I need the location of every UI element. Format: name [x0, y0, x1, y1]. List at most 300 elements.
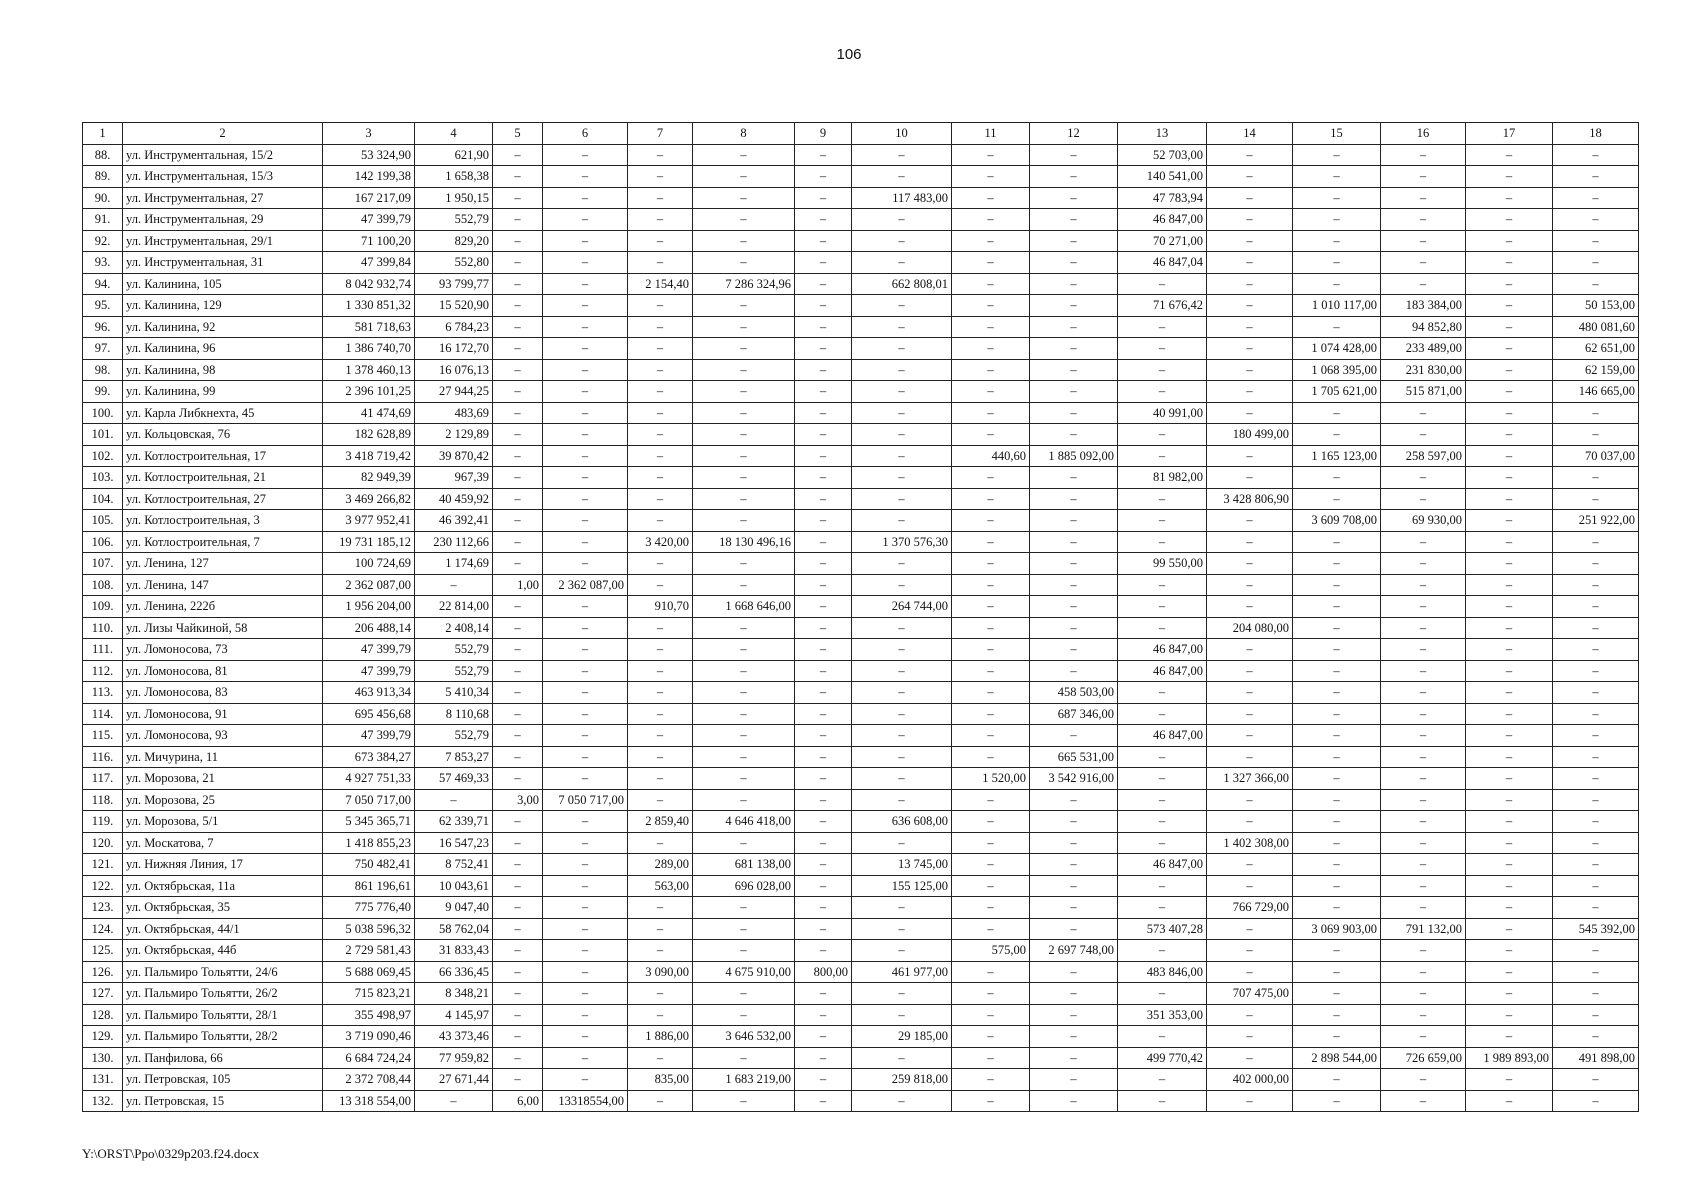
value-cell: 251 922,00: [1553, 510, 1639, 532]
value-cell: 351 353,00: [1118, 1004, 1207, 1026]
value-cell: –: [1118, 424, 1207, 446]
value-cell: –: [795, 359, 852, 381]
column-number-cell: 8: [693, 123, 795, 145]
value-cell: –: [493, 209, 543, 231]
address-cell: ул. Панфилова, 66: [123, 1047, 323, 1069]
value-cell: 182 628,89: [323, 424, 415, 446]
row-number-cell: 128.: [83, 1004, 123, 1026]
value-cell: –: [1466, 961, 1553, 983]
value-cell: –: [628, 639, 693, 661]
value-cell: –: [1553, 187, 1639, 209]
row-number-cell: 91.: [83, 209, 123, 231]
value-cell: 62 651,00: [1553, 338, 1639, 360]
value-cell: 70 271,00: [1118, 230, 1207, 252]
value-cell: –: [1293, 531, 1381, 553]
value-cell: –: [1553, 940, 1639, 962]
value-cell: –: [693, 940, 795, 962]
value-cell: –: [852, 1047, 952, 1069]
value-cell: 206 488,14: [323, 617, 415, 639]
value-cell: –: [1466, 553, 1553, 575]
table-row: [83, 574, 1639, 596]
value-cell: 46 392,41: [415, 510, 493, 532]
value-cell: –: [952, 596, 1030, 618]
value-cell: –: [1207, 1004, 1293, 1026]
row-number-cell: 95.: [83, 295, 123, 317]
value-cell: –: [1118, 746, 1207, 768]
value-cell: –: [493, 703, 543, 725]
value-cell: –: [1030, 639, 1118, 661]
table-row: [83, 402, 1639, 424]
value-cell: –: [1207, 510, 1293, 532]
value-cell: –: [1466, 1069, 1553, 1091]
value-cell: –: [795, 1090, 852, 1112]
value-cell: 180 499,00: [1207, 424, 1293, 446]
row-number-cell: 119.: [83, 811, 123, 833]
value-cell: –: [693, 918, 795, 940]
value-cell: 552,79: [415, 660, 493, 682]
value-cell: –: [1207, 875, 1293, 897]
value-cell: 69 930,00: [1381, 510, 1466, 532]
value-cell: 766 729,00: [1207, 897, 1293, 919]
value-cell: –: [795, 424, 852, 446]
value-cell: 264 744,00: [852, 596, 952, 618]
value-cell: –: [493, 983, 543, 1005]
value-cell: –: [1553, 553, 1639, 575]
address-cell: ул. Октябрьская, 11а: [123, 875, 323, 897]
value-cell: –: [852, 574, 952, 596]
value-cell: –: [1553, 660, 1639, 682]
value-cell: –: [1030, 381, 1118, 403]
value-cell: 258 597,00: [1381, 445, 1466, 467]
value-cell: –: [628, 144, 693, 166]
address-cell: ул. Кольцовская, 76: [123, 424, 323, 446]
value-cell: –: [1118, 811, 1207, 833]
address-cell: ул. Ленина, 222б: [123, 596, 323, 618]
value-cell: –: [543, 617, 628, 639]
value-cell: 204 080,00: [1207, 617, 1293, 639]
value-cell: –: [693, 983, 795, 1005]
value-cell: –: [493, 445, 543, 467]
value-cell: –: [1293, 703, 1381, 725]
value-cell: –: [1293, 596, 1381, 618]
value-cell: –: [852, 424, 952, 446]
row-number-cell: 107.: [83, 553, 123, 575]
value-cell: –: [1207, 574, 1293, 596]
value-cell: –: [1118, 273, 1207, 295]
value-cell: 2 898 544,00: [1293, 1047, 1381, 1069]
value-cell: –: [493, 230, 543, 252]
address-cell: ул. Пальмиро Тольятти, 24/6: [123, 961, 323, 983]
value-cell: 99 550,00: [1118, 553, 1207, 575]
address-cell: ул. Инструментальная, 15/2: [123, 144, 323, 166]
value-cell: –: [1207, 209, 1293, 231]
value-cell: –: [1466, 918, 1553, 940]
value-cell: 726 659,00: [1381, 1047, 1466, 1069]
value-cell: –: [543, 768, 628, 790]
value-cell: 231 830,00: [1381, 359, 1466, 381]
value-cell: –: [1293, 961, 1381, 983]
value-cell: –: [628, 617, 693, 639]
value-cell: –: [493, 617, 543, 639]
value-cell: –: [493, 166, 543, 188]
value-cell: 791 132,00: [1381, 918, 1466, 940]
value-cell: –: [1293, 488, 1381, 510]
value-cell: 3 469 266,82: [323, 488, 415, 510]
value-cell: –: [1293, 811, 1381, 833]
value-cell: –: [1293, 553, 1381, 575]
value-cell: 4 145,97: [415, 1004, 493, 1026]
value-cell: –: [1381, 1026, 1466, 1048]
column-number-cell: 13: [1118, 123, 1207, 145]
value-cell: 66 336,45: [415, 961, 493, 983]
value-cell: –: [543, 832, 628, 854]
value-cell: –: [952, 531, 1030, 553]
value-cell: –: [543, 1069, 628, 1091]
value-cell: –: [1030, 510, 1118, 532]
address-cell: ул. Пальмиро Тольятти, 28/1: [123, 1004, 323, 1026]
value-cell: –: [1466, 316, 1553, 338]
value-cell: –: [1553, 467, 1639, 489]
value-cell: –: [952, 1047, 1030, 1069]
value-cell: 46 847,00: [1118, 725, 1207, 747]
value-cell: –: [1466, 144, 1553, 166]
value-cell: –: [628, 768, 693, 790]
value-cell: 687 346,00: [1030, 703, 1118, 725]
value-cell: –: [1293, 768, 1381, 790]
value-cell: –: [1466, 1004, 1553, 1026]
table-row: [83, 1047, 1639, 1069]
value-cell: –: [1207, 725, 1293, 747]
value-cell: 3 719 090,46: [323, 1026, 415, 1048]
value-cell: –: [852, 445, 952, 467]
value-cell: –: [1466, 295, 1553, 317]
value-cell: –: [693, 402, 795, 424]
value-cell: –: [628, 510, 693, 532]
value-cell: –: [1381, 1004, 1466, 1026]
value-cell: –: [543, 424, 628, 446]
value-cell: –: [1118, 789, 1207, 811]
value-cell: –: [1553, 703, 1639, 725]
value-cell: –: [952, 854, 1030, 876]
value-cell: –: [952, 1090, 1030, 1112]
value-cell: –: [493, 402, 543, 424]
value-cell: –: [1553, 746, 1639, 768]
value-cell: 5 345 365,71: [323, 811, 415, 833]
value-cell: –: [852, 897, 952, 919]
value-cell: 3,00: [493, 789, 543, 811]
value-cell: 1 989 893,00: [1466, 1047, 1553, 1069]
table-row: [83, 252, 1639, 274]
value-cell: –: [1553, 897, 1639, 919]
row-number-cell: 112.: [83, 660, 123, 682]
table-row: [83, 467, 1639, 489]
value-cell: 662 808,01: [852, 273, 952, 295]
value-cell: 1 074 428,00: [1293, 338, 1381, 360]
value-cell: –: [1553, 596, 1639, 618]
value-cell: –: [1381, 639, 1466, 661]
value-cell: 22 814,00: [415, 596, 493, 618]
value-cell: –: [1030, 166, 1118, 188]
value-cell: –: [1293, 875, 1381, 897]
value-cell: –: [493, 553, 543, 575]
address-cell: ул. Москатова, 7: [123, 832, 323, 854]
table-row: [83, 682, 1639, 704]
value-cell: 3 428 806,90: [1207, 488, 1293, 510]
value-cell: 2 129,89: [415, 424, 493, 446]
address-cell: ул. Инструментальная, 29/1: [123, 230, 323, 252]
value-cell: –: [952, 617, 1030, 639]
value-cell: –: [952, 897, 1030, 919]
value-cell: –: [628, 445, 693, 467]
column-number-cell: 9: [795, 123, 852, 145]
table-row: [83, 789, 1639, 811]
value-cell: –: [852, 381, 952, 403]
value-cell: –: [952, 381, 1030, 403]
value-cell: –: [1293, 725, 1381, 747]
value-cell: –: [1466, 875, 1553, 897]
value-cell: 621,90: [415, 144, 493, 166]
value-cell: –: [693, 316, 795, 338]
value-cell: –: [1030, 187, 1118, 209]
value-cell: –: [852, 639, 952, 661]
value-cell: –: [1118, 445, 1207, 467]
table-row: [83, 703, 1639, 725]
value-cell: –: [628, 424, 693, 446]
column-number-cell: 4: [415, 123, 493, 145]
value-cell: 1 370 576,30: [852, 531, 952, 553]
address-cell: ул. Ленина, 147: [123, 574, 323, 596]
value-cell: 499 770,42: [1118, 1047, 1207, 1069]
value-cell: –: [1466, 983, 1553, 1005]
value-cell: –: [1553, 682, 1639, 704]
value-cell: –: [1293, 424, 1381, 446]
value-cell: –: [693, 1004, 795, 1026]
value-cell: –: [543, 338, 628, 360]
value-cell: –: [952, 789, 1030, 811]
value-cell: 3 609 708,00: [1293, 510, 1381, 532]
value-cell: 480 081,60: [1553, 316, 1639, 338]
value-cell: –: [1466, 187, 1553, 209]
value-cell: 1 956 204,00: [323, 596, 415, 618]
value-cell: –: [1207, 918, 1293, 940]
value-cell: –: [952, 424, 1030, 446]
row-number-cell: 131.: [83, 1069, 123, 1091]
value-cell: –: [628, 983, 693, 1005]
row-number-cell: 125.: [83, 940, 123, 962]
value-cell: –: [852, 832, 952, 854]
value-cell: 581 718,63: [323, 316, 415, 338]
value-cell: –: [693, 252, 795, 274]
value-cell: –: [852, 983, 952, 1005]
value-cell: –: [1466, 402, 1553, 424]
value-cell: –: [1030, 660, 1118, 682]
value-cell: –: [1293, 682, 1381, 704]
value-cell: –: [1030, 252, 1118, 274]
value-cell: –: [952, 166, 1030, 188]
value-cell: –: [693, 703, 795, 725]
value-cell: –: [415, 574, 493, 596]
value-cell: 140 541,00: [1118, 166, 1207, 188]
address-cell: ул. Котлостроительная, 3: [123, 510, 323, 532]
value-cell: –: [543, 316, 628, 338]
value-cell: 259 818,00: [852, 1069, 952, 1091]
value-cell: 9 047,40: [415, 897, 493, 919]
value-cell: –: [1207, 144, 1293, 166]
value-cell: 62 159,00: [1553, 359, 1639, 381]
value-cell: 3 418 719,42: [323, 445, 415, 467]
value-cell: –: [795, 381, 852, 403]
value-cell: –: [952, 467, 1030, 489]
value-cell: –: [693, 510, 795, 532]
value-cell: 636 608,00: [852, 811, 952, 833]
value-cell: –: [493, 273, 543, 295]
value-cell: –: [1030, 1069, 1118, 1091]
value-cell: –: [795, 510, 852, 532]
value-cell: –: [1466, 338, 1553, 360]
value-cell: –: [1030, 273, 1118, 295]
value-cell: –: [1118, 1026, 1207, 1048]
value-cell: 233 489,00: [1381, 338, 1466, 360]
value-cell: –: [1381, 574, 1466, 596]
value-cell: 47 399,79: [323, 209, 415, 231]
value-cell: –: [543, 703, 628, 725]
value-cell: 71 100,20: [323, 230, 415, 252]
value-cell: –: [1381, 682, 1466, 704]
value-cell: 707 475,00: [1207, 983, 1293, 1005]
value-cell: –: [1381, 1069, 1466, 1091]
table-row: [83, 510, 1639, 532]
value-cell: –: [1207, 1026, 1293, 1048]
value-cell: –: [1381, 832, 1466, 854]
value-cell: 715 823,21: [323, 983, 415, 1005]
row-number-cell: 93.: [83, 252, 123, 274]
value-cell: –: [852, 789, 952, 811]
address-cell: ул. Октябрьская, 35: [123, 897, 323, 919]
value-cell: 3 542 916,00: [1030, 768, 1118, 790]
value-cell: –: [493, 725, 543, 747]
value-cell: –: [543, 854, 628, 876]
value-cell: –: [1553, 983, 1639, 1005]
column-number-row: [83, 123, 1639, 145]
value-cell: –: [1207, 854, 1293, 876]
value-cell: –: [628, 467, 693, 489]
value-cell: –: [1553, 574, 1639, 596]
address-cell: ул. Морозова, 25: [123, 789, 323, 811]
value-cell: –: [543, 445, 628, 467]
value-cell: –: [1207, 166, 1293, 188]
row-number-cell: 97.: [83, 338, 123, 360]
value-cell: –: [1293, 316, 1381, 338]
value-cell: –: [543, 1004, 628, 1026]
value-cell: –: [952, 230, 1030, 252]
table-row: [83, 424, 1639, 446]
value-cell: 8 348,21: [415, 983, 493, 1005]
value-cell: –: [795, 402, 852, 424]
value-cell: 57 469,33: [415, 768, 493, 790]
value-cell: –: [628, 660, 693, 682]
table-row: [83, 940, 1639, 962]
value-cell: –: [852, 660, 952, 682]
value-cell: –: [1030, 961, 1118, 983]
value-cell: –: [952, 703, 1030, 725]
value-cell: –: [493, 144, 543, 166]
value-cell: –: [1466, 854, 1553, 876]
value-cell: –: [952, 574, 1030, 596]
value-cell: –: [693, 832, 795, 854]
value-cell: –: [543, 510, 628, 532]
value-cell: –: [628, 488, 693, 510]
value-cell: –: [1466, 725, 1553, 747]
value-cell: 47 399,79: [323, 660, 415, 682]
value-cell: –: [795, 596, 852, 618]
value-cell: 696 028,00: [693, 875, 795, 897]
value-cell: –: [1118, 488, 1207, 510]
value-cell: –: [1381, 725, 1466, 747]
table-row: [83, 295, 1639, 317]
value-cell: –: [1030, 875, 1118, 897]
value-cell: –: [1381, 402, 1466, 424]
value-cell: 46 847,00: [1118, 209, 1207, 231]
value-cell: –: [1030, 617, 1118, 639]
value-cell: –: [1293, 209, 1381, 231]
value-cell: 440,60: [952, 445, 1030, 467]
value-cell: 681 138,00: [693, 854, 795, 876]
value-cell: –: [1553, 789, 1639, 811]
table-row: [83, 1004, 1639, 1026]
value-cell: –: [1381, 252, 1466, 274]
value-cell: 673 384,27: [323, 746, 415, 768]
column-number-cell: 3: [323, 123, 415, 145]
value-cell: –: [1381, 230, 1466, 252]
value-cell: –: [693, 617, 795, 639]
table-row: [83, 166, 1639, 188]
value-cell: 2 372 708,44: [323, 1069, 415, 1091]
value-cell: –: [1293, 402, 1381, 424]
value-cell: –: [493, 875, 543, 897]
value-cell: –: [852, 746, 952, 768]
value-cell: –: [628, 746, 693, 768]
table-row: [83, 918, 1639, 940]
value-cell: –: [1293, 639, 1381, 661]
value-cell: 93 799,77: [415, 273, 493, 295]
address-cell: ул. Ломоносова, 91: [123, 703, 323, 725]
value-cell: –: [1207, 789, 1293, 811]
value-cell: 117 483,00: [852, 187, 952, 209]
value-cell: –: [795, 940, 852, 962]
address-cell: ул. Пальмиро Тольятти, 28/2: [123, 1026, 323, 1048]
value-cell: 7 286 324,96: [693, 273, 795, 295]
address-cell: ул. Лизы Чайкиной, 58: [123, 617, 323, 639]
value-cell: –: [1207, 1090, 1293, 1112]
value-cell: –: [795, 338, 852, 360]
value-cell: –: [1553, 1090, 1639, 1112]
address-cell: ул. Котлостроительная, 7: [123, 531, 323, 553]
value-cell: –: [795, 209, 852, 231]
row-number-cell: 102.: [83, 445, 123, 467]
row-number-cell: 116.: [83, 746, 123, 768]
table-row: [83, 316, 1639, 338]
value-cell: –: [543, 273, 628, 295]
table-row: [83, 639, 1639, 661]
value-cell: –: [795, 725, 852, 747]
value-cell: 31 833,43: [415, 940, 493, 962]
value-cell: –: [493, 854, 543, 876]
row-number-cell: 104.: [83, 488, 123, 510]
row-number-cell: 117.: [83, 768, 123, 790]
row-number-cell: 129.: [83, 1026, 123, 1048]
value-cell: –: [493, 488, 543, 510]
value-cell: –: [628, 897, 693, 919]
